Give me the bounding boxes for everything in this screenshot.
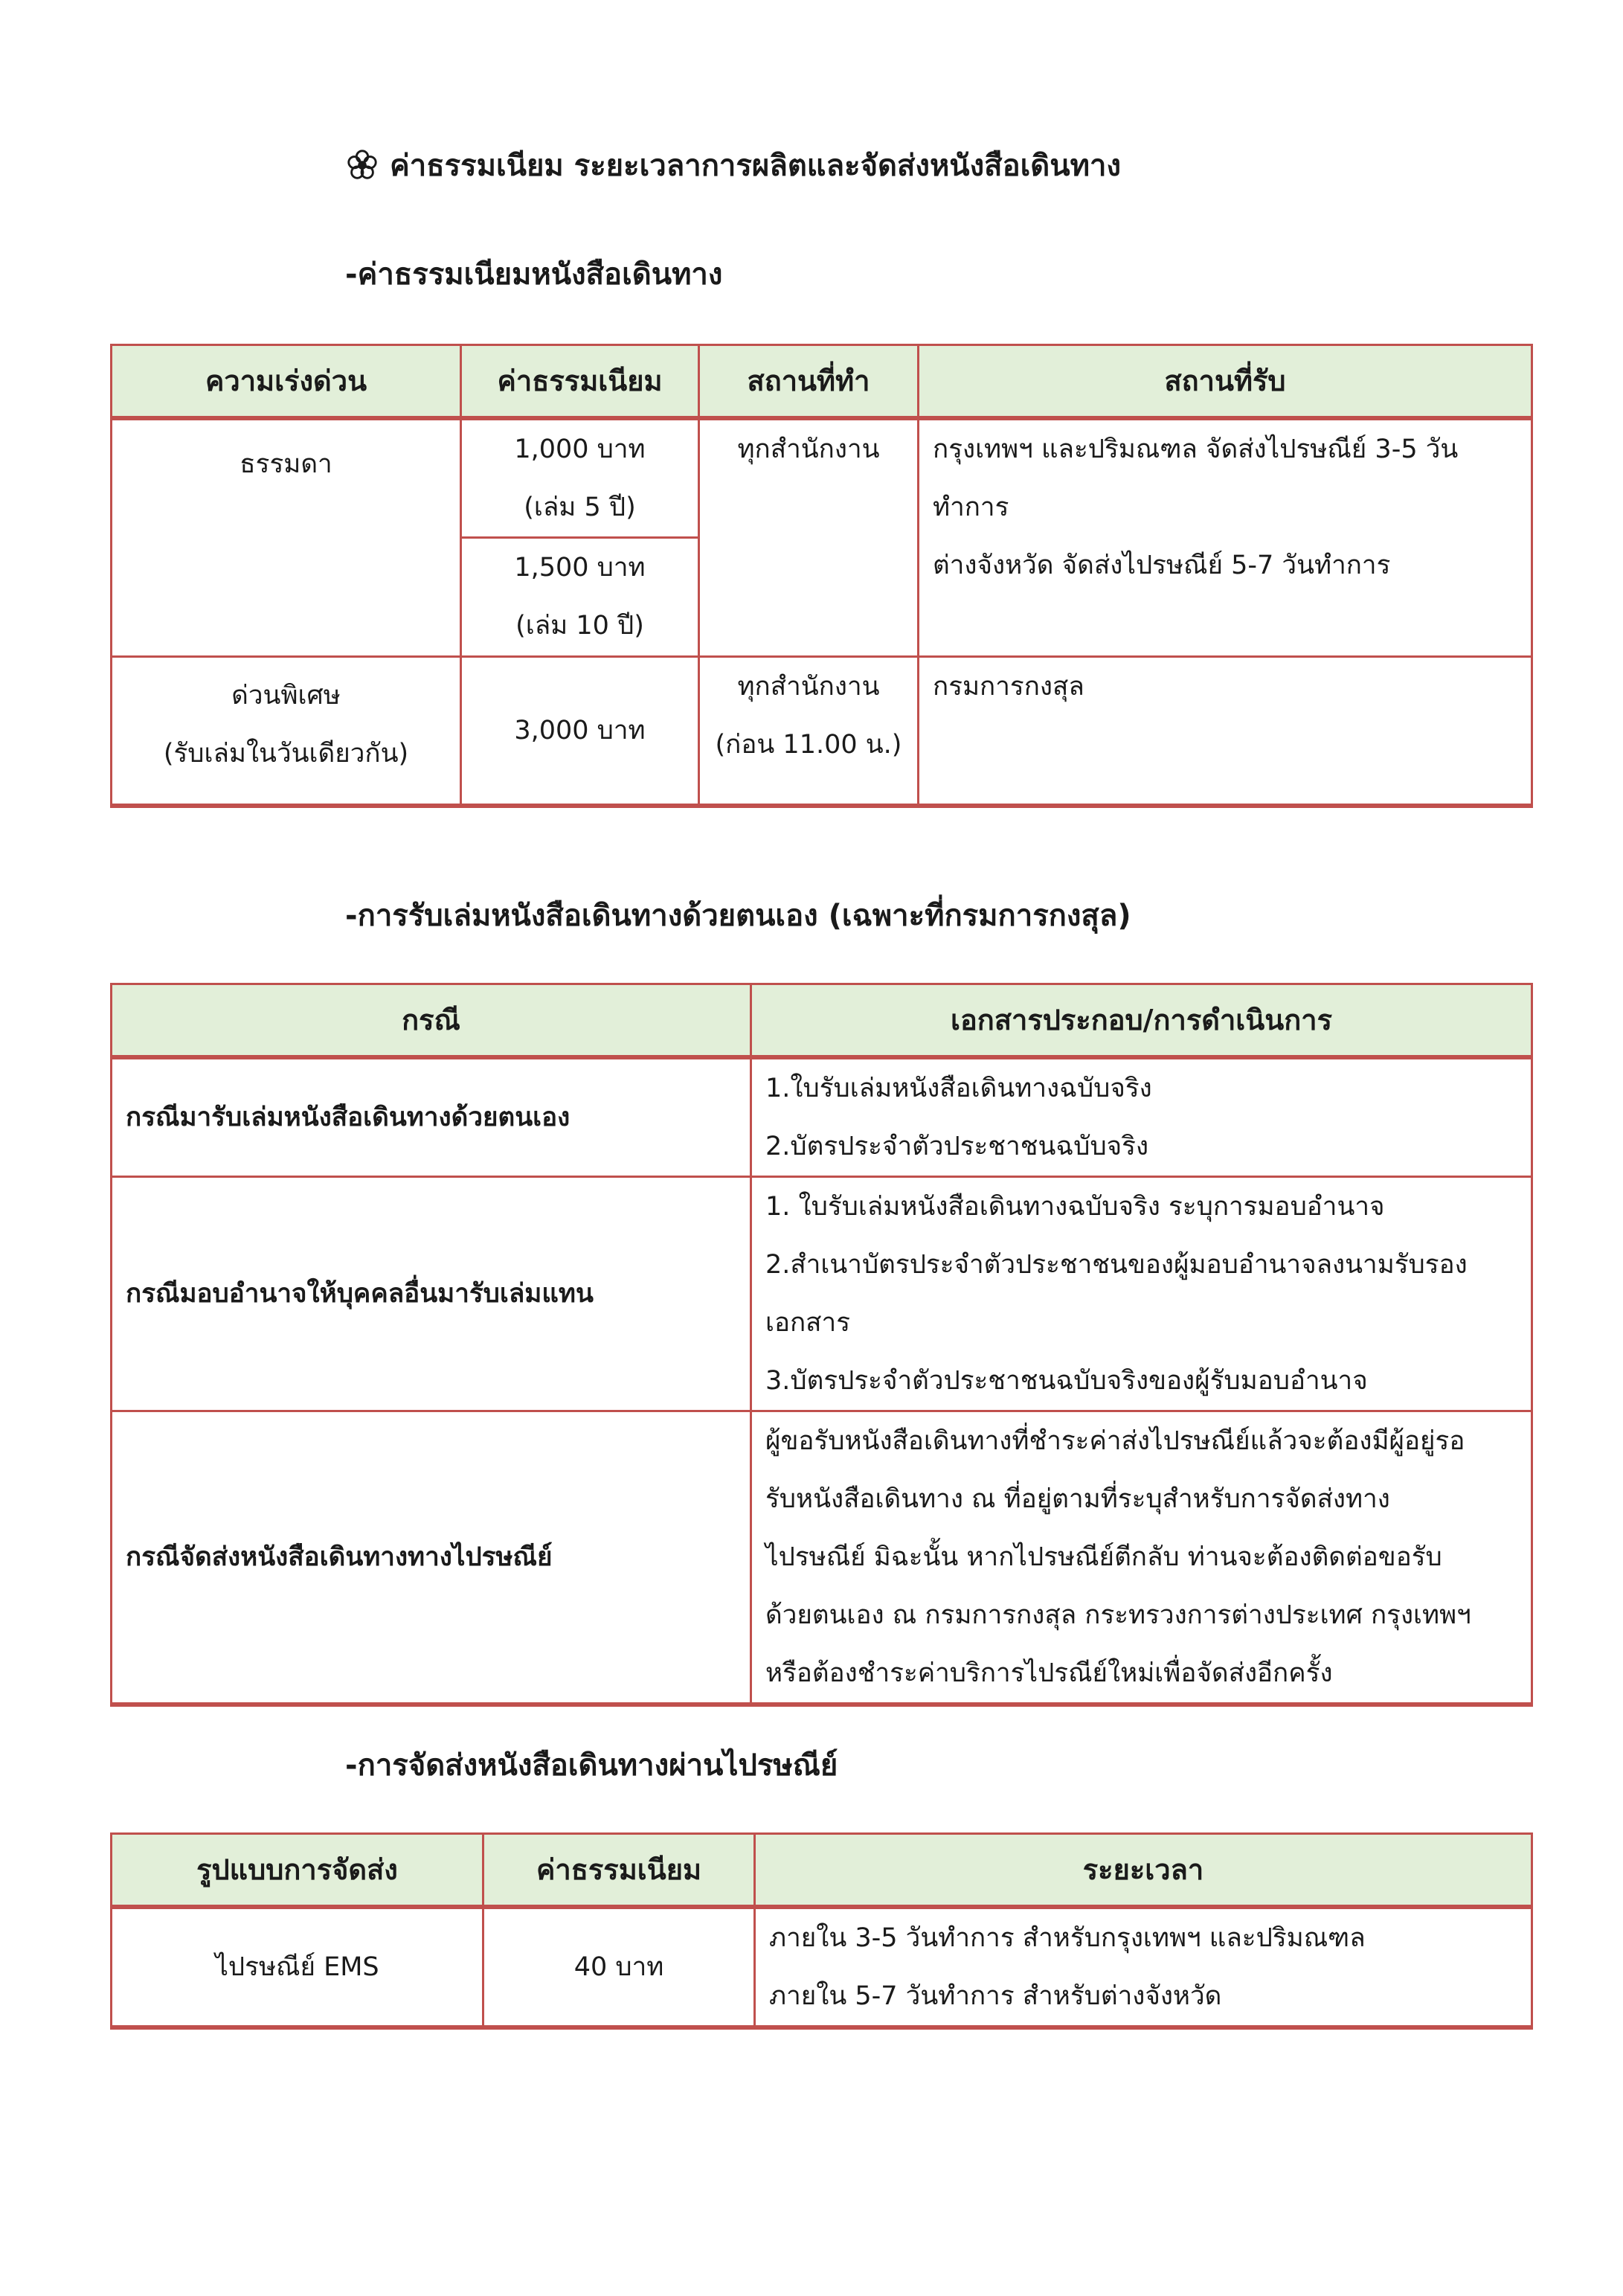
header-place: สถานที่ทำ [699,345,919,419]
delivery-method: ไปรษณีย์ EMS [112,1907,483,2027]
docs-self-pickup: 1.ใบรับเล่มหนังสือเดินทางฉบับจริง 2.บัตรประจำตัวประชาชนฉบับจริง [751,1057,1532,1177]
express-place: ทุกสำนักงาน (ก่อน 11.00 น.) [699,657,919,806]
header-duration: ระยะเวลา [755,1834,1532,1908]
header-pickup: สถานที่รับ [919,345,1532,419]
flower-icon [345,148,379,182]
case-self-pickup: กรณีมารับเล่มหนังสือเดินทางด้วยตนเอง [112,1057,751,1177]
title-text: ค่าธรรมเนียม ระยะเวลาการผลิตและจัดส่งหนังสือเดินทาง [390,149,1121,183]
normal-fee-5yr: 1,000 บาท (เล่ม 5 ปี) [461,418,699,538]
page-title [345,141,1121,189]
express-pickup: กรมการกงสุล [919,657,1532,806]
express-urgency: ด่วนพิเศษ (รับเล่มในวันเดียวกัน) [112,657,461,806]
delivery-fee: 40 บาท [483,1907,755,2027]
normal-fee-10yr: 1,500 บาท (เล่ม 10 ปี) [461,538,699,657]
express-fee: 3,000 บาท [461,657,699,806]
header-urgency: ความเร่งด่วน [112,345,461,419]
header-delivery-method: รูปแบบการจัดส่ง [112,1834,483,1908]
case-proxy-pickup: กรณีมอบอำนาจให้บุคคลอื่นมารับเล่มแทน [112,1177,751,1411]
section-heading-fees: -ค่าธรรมเนียมหนังสือเดินทาง [345,257,723,292]
header-delivery-fee: ค่าธรรมเนียม [483,1834,755,1908]
normal-urgency: ธรรมดา [112,418,461,657]
passport-fee-table [110,344,1533,808]
self-pickup-table [110,983,1533,1707]
header-fee: ค่าธรรมเนียม [461,345,699,419]
header-case: กรณี [112,984,751,1058]
section-heading-postal: -การจัดส่งหนังสือเดินทางผ่านไปรษณีย์ [345,1748,838,1783]
delivery-duration: ภายใน 3-5 วันทำการ สำหรับกรุงเทพฯ และปริมณฑล ภายใน 5-7 วันทำการ สำหรับต่างจังหวัด [755,1907,1532,2027]
header-documents: เอกสารประกอบ/การดำเนินการ [751,984,1532,1058]
docs-postal-delivery: ผู้ขอรับหนังสือเดินทางที่ชำระค่าส่งไปรษณีย์แล้วจะต้องมีผู้อยู่รอ รับหนังสือเดินทาง ณ ที่อยู่ตามที่ระบุสำหรับการจัดส่งทาง ไปรษณีย์ มิฉะนั้น หากไปรษณีย์ตีกลับ ท่านจะต้องติดต่อขอรับ ด้วยตนเอง ณ กรมการกงสุล กระทรวงการต่างประเทศ กรุงเทพฯ หรือต้องชำระค่าบริการไปรณีย์ใหม่เพื่อจัดส่งอีกครั้ง [751,1411,1532,1705]
postal-delivery-table [110,1832,1533,2030]
section-heading-self-pickup: -การรับเล่มหนังสือเดินทางด้วยตนเอง (เฉพาะที่กรมการกงสุล) [345,899,1131,933]
case-postal-delivery: กรณีจัดส่งหนังสือเดินทางทางไปรษณีย์ [112,1411,751,1705]
normal-place: ทุกสำนักงาน [699,418,919,657]
normal-pickup: กรุงเทพฯ และปริมณฑล จัดส่งไปรษณีย์ 3-5 วัน ทำการ ต่างจังหวัด จัดส่งไปรษณีย์ 5-7 วันทำการ [919,418,1532,657]
docs-proxy-pickup: 1. ใบรับเล่มหนังสือเดินทางฉบับจริง ระบุการมอบอำนาจ 2.สำเนาบัตรประจำตัวประชาชนของผู้มอบอำนาจลงนามรับรอง เอกสาร 3.บัตรประจำตัวประชาชนฉบับจริงของผู้รับมอบอำนาจ [751,1177,1532,1411]
